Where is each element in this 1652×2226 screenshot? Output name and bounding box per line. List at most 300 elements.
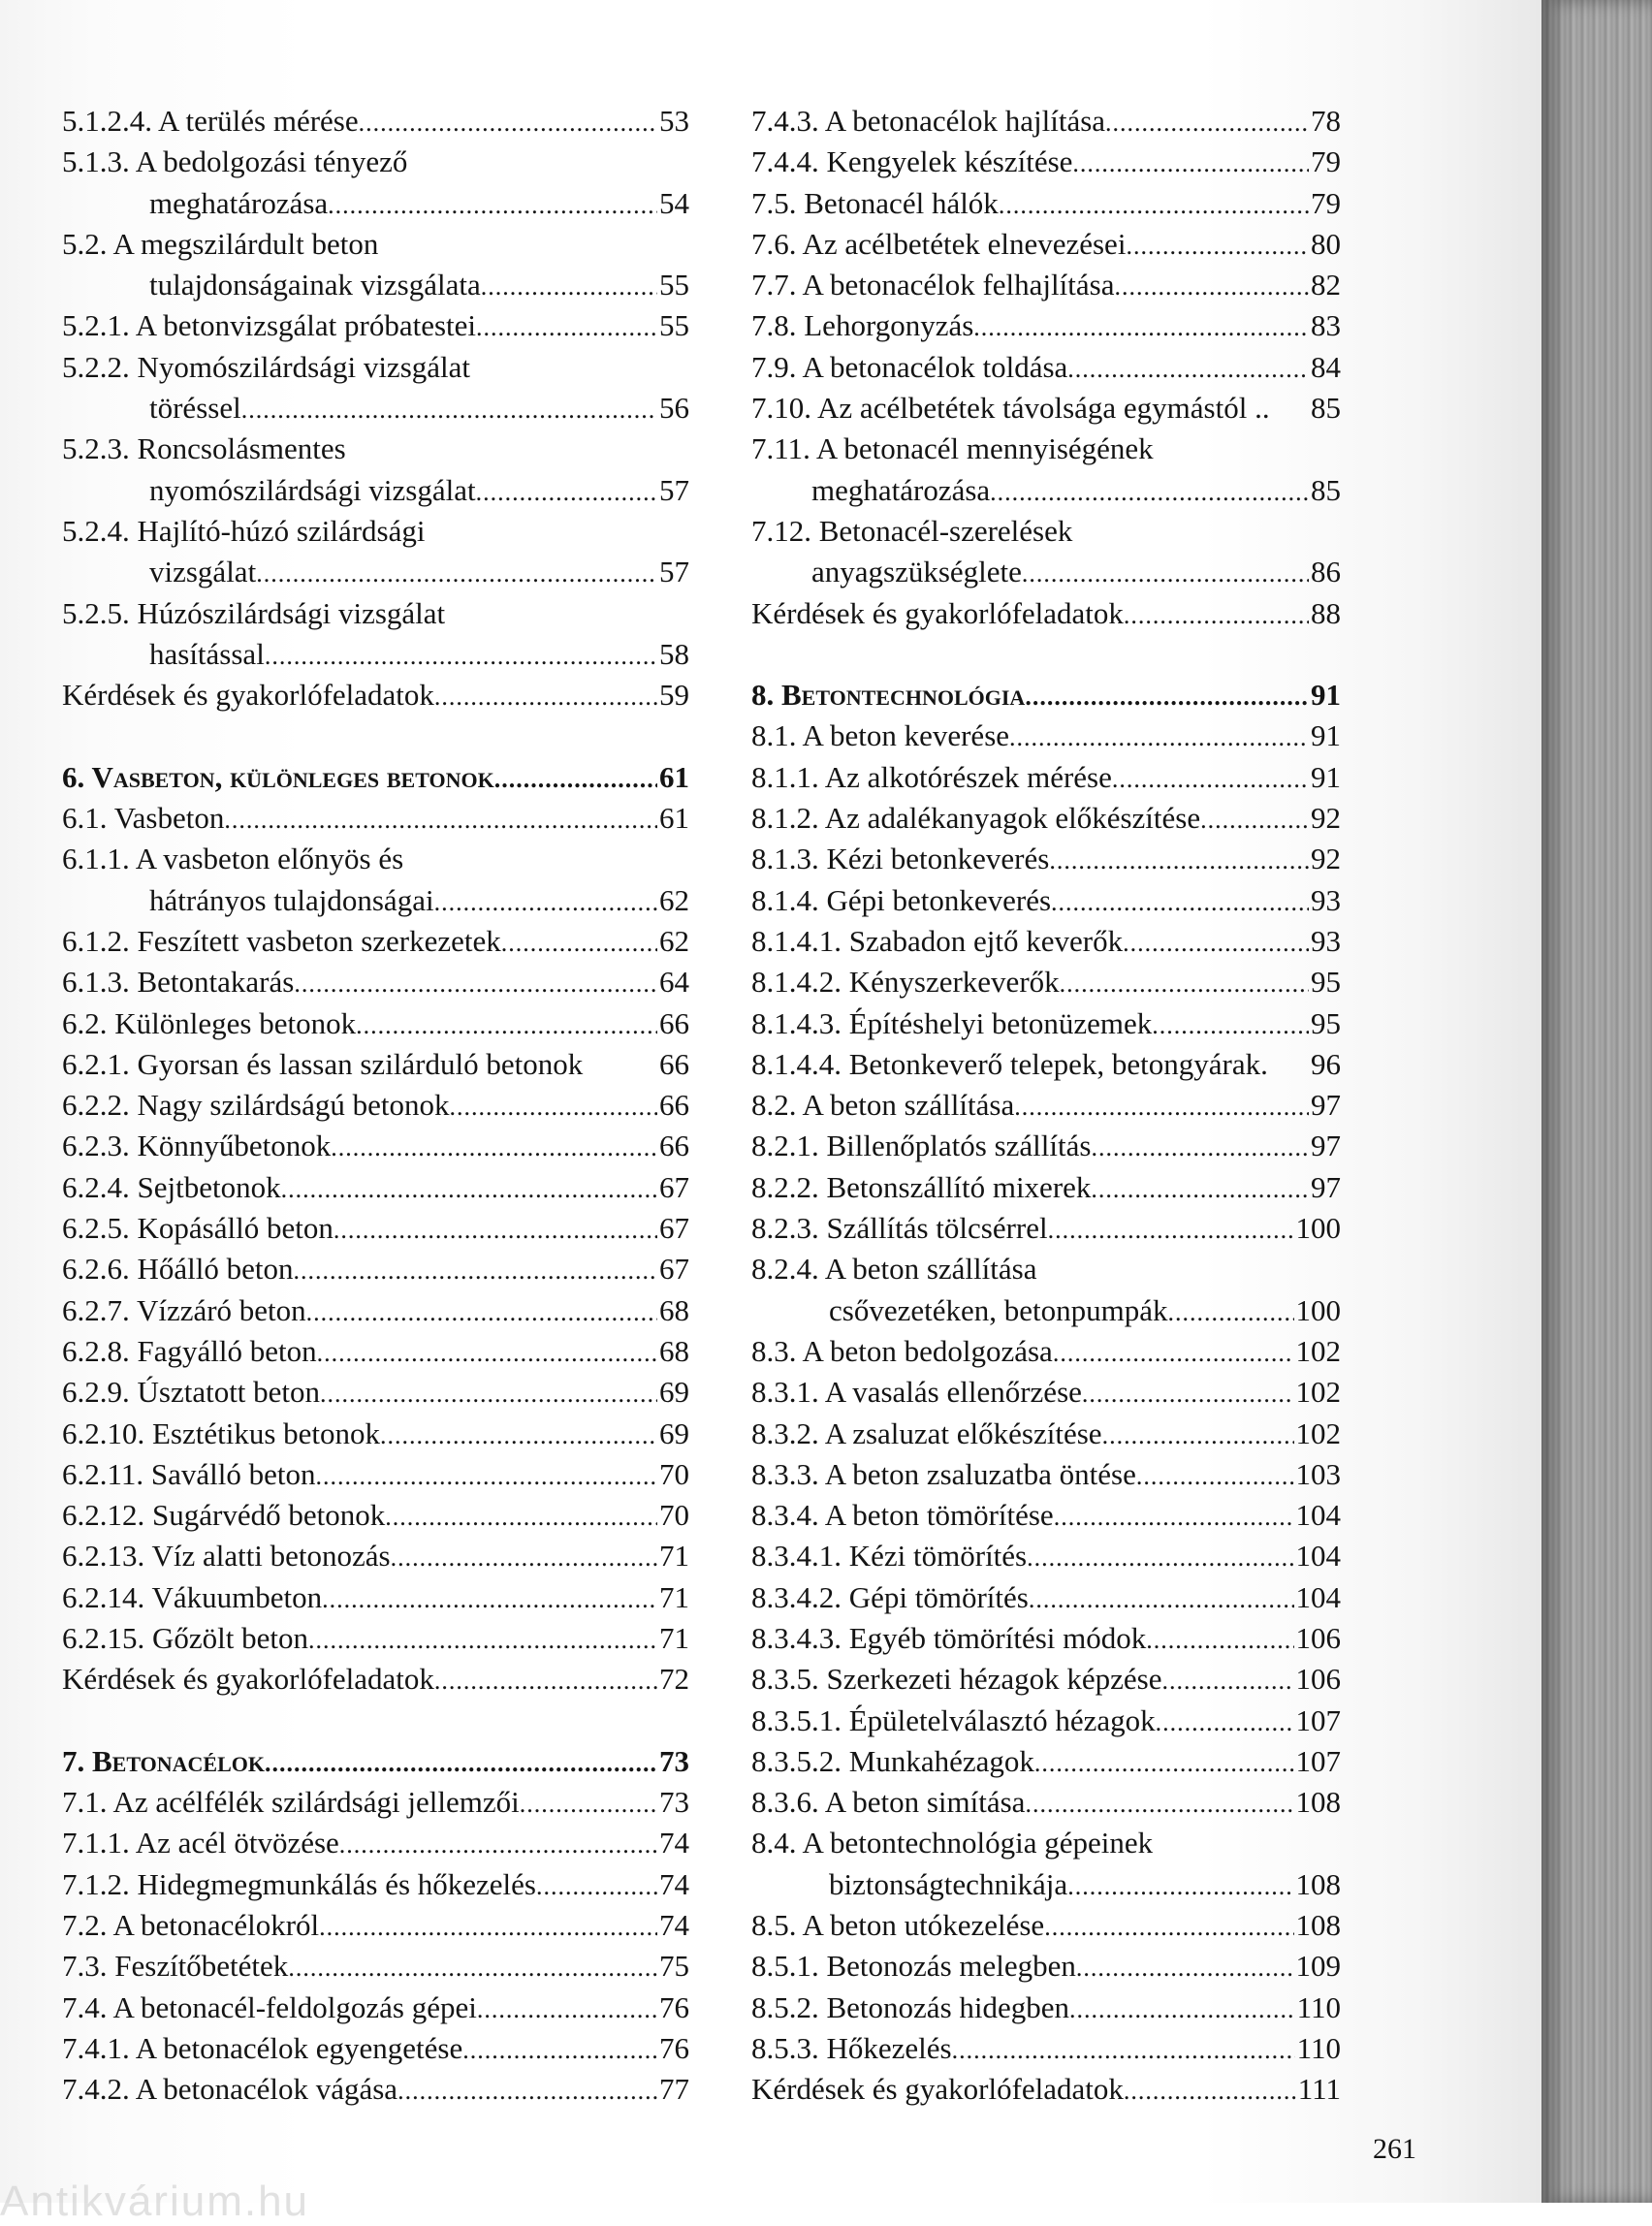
toc-entry-page: 67 (659, 1169, 689, 1204)
toc-entry-title: 7.8. Lehorgonyzás (751, 308, 974, 343)
toc-entry-title: 8.2.1. Billenőplatós szállítás (751, 1129, 1092, 1163)
toc-entry-page: 97 (1311, 1129, 1341, 1163)
toc-entry-title: 8.5.1. Betonozás melegben (751, 1949, 1076, 1984)
toc-entry-title: 8.3.4. A beton tömörítése (751, 1498, 1054, 1533)
toc-entry-title: 8.5.2. Betonozás hidegben (751, 1989, 1070, 2024)
toc-entry-page: 79 (1311, 185, 1341, 220)
toc-entry-title: 6.2.9. Úsztatott beton (62, 1375, 321, 1410)
toc-dot-leader (1156, 1702, 1294, 1743)
toc-entry-title: 5.2.4. Hajlító-húzó szilárdsági (62, 513, 426, 548)
toc-entry (62, 1495, 689, 1536)
toc-entry-page: 58 (659, 636, 689, 671)
toc-entry (751, 1701, 1341, 1741)
toc-entry-title: 8.3.4.3. Egyéb tömörítési módok (751, 1620, 1147, 1655)
toc-entry-page: 54 (659, 185, 689, 220)
toc-entry (751, 1126, 1341, 1166)
toc-entry (751, 2069, 1341, 2110)
toc-entry (62, 593, 689, 634)
toc-entry-title: 7.7. A betonacélok felhajlítása (751, 268, 1115, 302)
toc-entry (62, 798, 689, 839)
toc-entry (62, 1044, 689, 1085)
toc-entry-title: Kérdések és gyakorlófeladatok (751, 2072, 1124, 2107)
toc-dot-leader (1124, 2071, 1296, 2112)
toc-entry-page: 107 (1295, 1702, 1341, 1737)
toc-entry-page: 103 (1295, 1456, 1341, 1491)
toc-dot-leader (999, 185, 1309, 226)
toc-column-left (62, 101, 689, 2111)
toc-entry-page: 68 (659, 1333, 689, 1368)
toc-entry-page: 71 (659, 1579, 689, 1614)
toc-entry-page: 104 (1295, 1539, 1341, 1574)
toc-entry (62, 101, 689, 142)
toc-dot-leader (1051, 882, 1309, 923)
toc-entry (62, 552, 689, 592)
toc-entry-title: 7.5. Betonacél hálók (751, 185, 999, 220)
toc-dot-leader (1067, 349, 1309, 390)
toc-entry-page: 100 (1295, 1292, 1341, 1327)
toc-entry-title: 6.2.3. Könnyűbetonok (62, 1129, 332, 1163)
toc-entry-title: 7.4.4. Kengyelek készítése (751, 144, 1073, 179)
toc-entry-page: 68 (659, 1292, 689, 1327)
toc-entry-page: 107 (1295, 1743, 1341, 1778)
toc-entry-title: 5.2.3. Roncsolásmentes (62, 431, 346, 466)
toc-dot-leader (308, 1620, 657, 1661)
toc-entry-title: Kérdések és gyakorlófeladatok (62, 1662, 434, 1697)
toc-entry-title: 7.4.2. A betonacélok vágása (62, 2072, 398, 2107)
toc-entry (62, 1003, 689, 1044)
toc-entry (62, 1864, 689, 1905)
toc-entry (62, 1946, 689, 1987)
toc-entry-page: 108 (1295, 1908, 1341, 1943)
toc-entry-page: 85 (1311, 391, 1341, 426)
toc-entry-page: 73 (659, 1743, 689, 1778)
toc-entry-page: 69 (659, 1415, 689, 1450)
toc-dot-leader (462, 2030, 657, 2071)
toc-entry (751, 1782, 1341, 1823)
toc-entry-title: meghatározása (811, 472, 991, 507)
toc-dot-leader (536, 1866, 657, 1907)
toc-entry (62, 839, 689, 879)
toc-entry-title: 5.2. A megszilárdult beton (62, 226, 379, 261)
toc-entry-title: meghatározása (149, 185, 329, 220)
toc-entry-page: 62 (659, 882, 689, 917)
toc-entry-title: 7.3. Feszítőbetétek (62, 1949, 289, 1984)
toc-entry (751, 265, 1341, 305)
toc-entry-title: 6.1.1. A vasbeton előnyös és (62, 842, 404, 876)
toc-dot-leader (1034, 1743, 1294, 1784)
toc-entry-title: 8.3.2. A zsaluzat előkészítése (751, 1415, 1102, 1450)
toc-dot-leader (1167, 1292, 1293, 1333)
toc-entry (751, 1208, 1341, 1249)
toc-entry (751, 1167, 1341, 1208)
toc-entry-title: nyomószilárdsági vizsgálat (149, 472, 476, 507)
toc-entry-title: Kérdések és gyakorlófeladatok (751, 595, 1124, 630)
toc-entry-page: 61 (659, 759, 689, 794)
toc-entry (62, 224, 689, 265)
toc-entry (751, 1659, 1341, 1700)
toc-entry (62, 1167, 689, 1208)
toc-dot-leader (1136, 1456, 1294, 1497)
toc-entry-page: 62 (659, 923, 689, 958)
toc-entry-title: 5.1.2.4. A terülés mérése (62, 104, 359, 138)
toc-entry-title: 6.2.5. Kopásálló beton (62, 1211, 334, 1246)
toc-chapter-heading (62, 1741, 689, 1782)
toc-entry-title: 8.1.4.4. Betonkeverő telepek, betongyárak. (751, 1046, 1268, 1081)
toc-dot-leader (1009, 717, 1309, 758)
toc-dot-leader (494, 759, 657, 800)
toc-entry-page: 55 (659, 268, 689, 302)
toc-dot-leader (476, 307, 657, 348)
toc-entry-title: tulajdonságainak vizsgálata (149, 268, 481, 302)
toc-entry (751, 716, 1341, 756)
toc-entry (751, 305, 1341, 346)
toc-entry (751, 1044, 1341, 1085)
toc-entry-page: 93 (1311, 923, 1341, 958)
toc-entry (751, 183, 1341, 224)
toc-dot-leader (1124, 595, 1309, 636)
toc-entry-page: 72 (659, 1662, 689, 1697)
toc-entry (62, 347, 689, 388)
toc-entry-page: 100 (1295, 1211, 1341, 1246)
toc-dot-leader (356, 1005, 657, 1046)
toc-dot-leader (1105, 103, 1309, 143)
toc-entry-title: 5.2.2. Nyomószilárdsági vizsgálat (62, 349, 470, 384)
toc-entry-page: 82 (1311, 268, 1341, 302)
toc-entry-page: 110 (1296, 2030, 1341, 2065)
toc-entry (62, 675, 689, 716)
toc-dot-leader (1161, 1661, 1293, 1701)
toc-entry (62, 1659, 689, 1700)
toc-entry (751, 101, 1341, 142)
toc-entry (62, 1208, 689, 1249)
toc-dot-leader (359, 103, 657, 143)
toc-entry-title: 6.2.11. Saválló beton (62, 1456, 316, 1491)
toc-entry-page: 67 (659, 1252, 689, 1287)
toc-entry (751, 1372, 1341, 1413)
toc-entry (62, 1290, 689, 1331)
toc-entry (751, 224, 1341, 265)
toc-dot-leader (434, 1661, 657, 1701)
toc-entry (751, 1290, 1341, 1331)
toc-entry-title: vizsgálat (149, 555, 257, 589)
toc-entry-title: 6.2.7. Vízzáró beton (62, 1292, 306, 1327)
toc-entry (751, 1249, 1341, 1289)
toc-dot-leader (973, 307, 1309, 348)
toc-entry-title: 7.4.1. A betonacélok egyengetése (62, 2030, 463, 2065)
toc-entry-title: 8.3.6. A beton simítása (751, 1785, 1026, 1820)
toc-entry-title: 6.2. Különleges betonok (62, 1005, 357, 1040)
toc-entry (62, 1905, 689, 1946)
toc-entry (751, 1988, 1341, 2028)
toc-entry (62, 2028, 689, 2069)
toc-entry-page: 71 (659, 1620, 689, 1655)
toc-entry-title: csővezetéken, betonpumpák (829, 1292, 1168, 1327)
toc-entry-title: 6.2.1. Gyorsan és lassan szilárduló betonok (62, 1046, 584, 1081)
toc-dot-leader (328, 185, 657, 226)
toc-entry-title: 8.1.2. Az adalékanyagok előkészítése (751, 801, 1201, 836)
toc-entry (62, 1331, 689, 1372)
toc-entry-title: 8.2.2. Betonszállító mixerek (751, 1169, 1092, 1204)
toc-entry-page: 102 (1295, 1375, 1341, 1410)
toc-entry-title: 7.4. A betonacél-feldolgozás gépei (62, 1989, 477, 2024)
toc-entry-page: 109 (1295, 1949, 1341, 1984)
toc-dot-leader (1091, 1128, 1309, 1168)
toc-dot-leader (1048, 1210, 1294, 1251)
toc-entry-page: 57 (659, 472, 689, 507)
toc-entry-title: 8.1.4.2. Kényszerkeverők (751, 965, 1060, 1000)
toc-dot-leader (294, 1251, 658, 1291)
toc-dot-leader (1082, 1374, 1294, 1415)
toc-entry-page: 76 (659, 1989, 689, 2024)
toc-entry (751, 1331, 1341, 1372)
toc-entry (62, 429, 689, 469)
toc-entry (751, 798, 1341, 839)
toc-entry (62, 1454, 689, 1495)
toc-entry-page: 74 (659, 1908, 689, 1943)
toc-entry-page: 91 (1311, 759, 1341, 794)
toc-entry-title: Kérdések és gyakorlófeladatok (62, 678, 434, 713)
toc-entry-page: 97 (1311, 1169, 1341, 1204)
toc-dot-leader (1054, 1497, 1294, 1538)
toc-entry (62, 921, 689, 962)
toc-entry-page: 66 (659, 1129, 689, 1163)
toc-entry-page: 74 (659, 1826, 689, 1860)
toc-entry (751, 1946, 1341, 1987)
toc-entry-page: 85 (1311, 472, 1341, 507)
toc-entry (751, 511, 1341, 552)
toc-entry-title: 8.1.4.1. Szabadon ejtő keverők (751, 923, 1124, 958)
toc-entry-title: 8.2. A beton szállítása (751, 1088, 1015, 1123)
toc-dot-leader (434, 882, 657, 923)
toc-entry-title: 8.1. A beton keverése (751, 718, 1010, 753)
toc-entry (751, 1905, 1341, 1946)
toc-dot-leader (397, 2071, 657, 2112)
toc-dot-leader (322, 1579, 657, 1620)
toc-entry-page: 64 (659, 965, 689, 1000)
toc-dot-leader (315, 1456, 657, 1497)
toc-entry-page: 70 (659, 1498, 689, 1533)
toc-entry-page: 108 (1295, 1785, 1341, 1820)
toc-entry-title: 8.3.4.1. Kézi tömörítés (751, 1539, 1028, 1574)
toc-chapter-heading (62, 757, 689, 798)
toc-entry-page: 70 (659, 1456, 689, 1491)
toc-entry-page: 66 (659, 1046, 689, 1081)
toc-entry-title: 7.1.1. Az acél ötvözése (62, 1826, 339, 1860)
toc-dot-leader (1146, 1620, 1293, 1661)
toc-dot-leader (288, 1948, 657, 1988)
toc-entry-page: 106 (1295, 1662, 1341, 1697)
toc-entry-title: 8.1.4.3. Építéshelyi betonüzemek (751, 1005, 1153, 1040)
toc-entry-page: 88 (1311, 595, 1341, 630)
toc-dot-leader (990, 472, 1309, 513)
toc-entry-title: 6.2.6. Hőálló beton (62, 1252, 294, 1287)
toc-entry (62, 511, 689, 552)
toc-entry-page: 93 (1311, 882, 1341, 917)
toc-entry-title: 8.2.3. Szállítás tölcsérrel (751, 1211, 1048, 1246)
toc-entry-title: 6. Vasbeton, különleges betonok (62, 759, 494, 794)
toc-entry-page: 92 (1311, 801, 1341, 836)
toc-dot-leader (294, 964, 657, 1004)
toc-entry-title: 6.2.2. Nagy szilárdságú betonok (62, 1088, 450, 1123)
toc-entry (751, 921, 1341, 962)
toc-entry-title: 8.1.4. Gépi betonkeverés (751, 882, 1052, 917)
toc-entry-page: 53 (659, 104, 689, 138)
toc-entry-title: 8.3. A beton bedolgozása (751, 1333, 1053, 1368)
toc-entry (751, 552, 1341, 592)
toc-dot-leader (1091, 1169, 1309, 1210)
toc-entry (62, 142, 689, 182)
toc-entry-page: 108 (1295, 1866, 1341, 1901)
toc-entry-page: 67 (659, 1211, 689, 1246)
toc-dot-leader (952, 2030, 1295, 2071)
toc-dot-leader (1112, 759, 1309, 800)
toc-entry (62, 1823, 689, 1863)
toc-dot-leader (331, 1128, 657, 1168)
toc-entry (751, 757, 1341, 798)
toc-dot-leader (319, 1907, 657, 1948)
toc-entry-title: 8.3.4.2. Gépi tömörítés (751, 1579, 1029, 1614)
toc-entry (62, 388, 689, 429)
toc-entry (751, 1003, 1341, 1044)
toc-dot-leader (477, 1989, 657, 2030)
toc-entry-title: 8.3.1. A vasalás ellenőrzése (751, 1375, 1082, 1410)
toc-entry-page: 55 (659, 308, 689, 343)
toc-dot-leader (1126, 226, 1309, 267)
toc-entry-title: 8.5. A beton utókezelése (751, 1908, 1045, 1943)
toc-entry (751, 388, 1341, 429)
toc-dot-leader (320, 1374, 657, 1415)
toc-entry (751, 1618, 1341, 1659)
toc-entry-title: 8.1.3. Kézi betonkeverés (751, 842, 1050, 876)
toc-entry-title: 7.10. Az acélbetétek távolsága egymástól .. (751, 391, 1270, 426)
toc-entry-title: 6.2.10. Esztétikus betonok (62, 1415, 381, 1450)
toc-entry-title: 5.2.1. A betonvizsgálat próbatestei (62, 308, 477, 343)
toc-dot-leader (241, 390, 657, 430)
page-edge-shadow (1541, 0, 1652, 2203)
toc-dot-leader (281, 1169, 657, 1210)
toc-dot-leader (380, 1415, 657, 1456)
toc-entry (62, 265, 689, 305)
toc-dot-leader (224, 800, 657, 841)
toc-entry-page: 75 (659, 1949, 689, 1984)
toc-dot-leader (1022, 554, 1309, 594)
toc-dot-leader (1069, 1989, 1295, 2030)
toc-dot-leader (339, 1825, 657, 1865)
watermark: Antikvárium.hu (0, 2178, 310, 2225)
toc-entry-title: 7.9. A betonacélok toldása (751, 349, 1068, 384)
toc-entry (62, 1536, 689, 1576)
toc-entry-title: 8.3.5.2. Munkahézagok (751, 1743, 1034, 1778)
toc-entry-title: 6.1. Vasbeton (62, 801, 225, 836)
toc-entry (751, 1864, 1341, 1905)
toc-entry-title: 8. Betontechnológia (751, 678, 1026, 713)
toc-entry-page: 96 (1311, 1046, 1341, 1081)
page-number: 261 (1373, 2133, 1416, 2165)
toc-entry-title: 7.1.2. Hidegmegmunkálás és hőkezelés (62, 1866, 536, 1901)
toc-entry (751, 1823, 1341, 1863)
toc-entry-page: 104 (1295, 1579, 1341, 1614)
toc-entry-title: hátrányos tulajdonságai (149, 882, 434, 917)
toc-entry-page: 97 (1311, 1088, 1341, 1123)
toc-entry-title: 8.4. A betontechnológia gépeinek (751, 1826, 1154, 1860)
toc-entry-title: 7.12. Betonacél-szerelések (751, 513, 1073, 548)
toc-dot-leader (265, 1743, 657, 1784)
toc-dot-leader (1076, 1948, 1294, 1988)
toc-entry-page: 78 (1311, 104, 1341, 138)
toc-entry (751, 1085, 1341, 1126)
toc-dot-leader (1114, 267, 1309, 307)
toc-dot-leader (1067, 1866, 1293, 1907)
toc-entry-page: 69 (659, 1375, 689, 1410)
toc-entry-title: 8.3.5.1. Épületelválasztó hézagok (751, 1702, 1156, 1737)
toc-entry-page: 71 (659, 1539, 689, 1574)
toc-entry-page: 61 (659, 801, 689, 836)
toc-entry-page: 66 (659, 1088, 689, 1123)
toc-entry-title: biztonságtechnikája (829, 1866, 1068, 1901)
toc-entry (62, 1085, 689, 1126)
toc-entry-page: 91 (1311, 678, 1341, 713)
toc-dot-leader (501, 923, 657, 964)
toc-entry-page: 95 (1311, 1005, 1341, 1040)
toc-entry (62, 183, 689, 224)
toc-entry-title: töréssel (149, 391, 241, 426)
toc-dot-leader (391, 1538, 657, 1578)
toc-dot-leader (1072, 143, 1309, 184)
toc-entry (751, 1577, 1341, 1618)
toc-entry (751, 962, 1341, 1002)
toc-entry-page: 111 (1297, 2072, 1341, 2107)
toc-entry (62, 1782, 689, 1823)
toc-entry-page: 91 (1311, 718, 1341, 753)
toc-entry-title: 6.2.4. Sejtbetonok (62, 1169, 281, 1204)
toc-entry (62, 1126, 689, 1166)
toc-dot-leader (317, 1333, 657, 1374)
toc-entry-page: 80 (1311, 226, 1341, 261)
toc-entry-title: 8.2.4. A beton szállítása (751, 1252, 1037, 1287)
toc-entry-title: 7.4.3. A betonacélok hajlítása (751, 104, 1106, 138)
toc-entry-title: 5.1.3. A bedolgozási tényező (62, 144, 408, 179)
toc-entry-page: 59 (659, 678, 689, 713)
toc-entry (62, 962, 689, 1002)
toc-entry-page: 110 (1296, 1989, 1341, 2024)
toc-entry (751, 880, 1341, 921)
toc-entry-title: 7.2. A betonacélokról (62, 1908, 320, 1943)
toc-entry (751, 470, 1341, 511)
toc-dot-leader (1123, 923, 1309, 964)
toc-dot-leader (334, 1210, 657, 1251)
toc-dot-leader (1014, 1087, 1309, 1128)
toc-entry-page: 56 (659, 391, 689, 426)
toc-dot-leader (1049, 841, 1309, 881)
toc-entry-page: 73 (659, 1785, 689, 1820)
toc-dot-leader (1060, 964, 1309, 1004)
toc-entry-title: 6.1.2. Feszített vasbeton szerkezetek (62, 923, 501, 958)
toc-entry-title: 8.5.3. Hőkezelés (751, 2030, 952, 2065)
toc-entry-title: 7. Betonacélok (62, 1743, 265, 1778)
toc-dot-leader (1102, 1415, 1294, 1456)
toc-dot-leader (449, 1087, 657, 1128)
toc-entry (751, 1414, 1341, 1454)
toc-chapter-heading (751, 675, 1341, 716)
toc-entry-page: 95 (1311, 965, 1341, 1000)
toc-entry-title: 8.3.5. Szerkezeti hézagok képzése (751, 1662, 1162, 1697)
toc-entry-title: anyagszükséglete (811, 555, 1022, 589)
toc-entry (62, 1618, 689, 1659)
toc-entry (62, 634, 689, 675)
toc-dot-leader (476, 472, 657, 513)
toc-entry-page: 102 (1295, 1415, 1341, 1450)
toc-entry (751, 1536, 1341, 1576)
